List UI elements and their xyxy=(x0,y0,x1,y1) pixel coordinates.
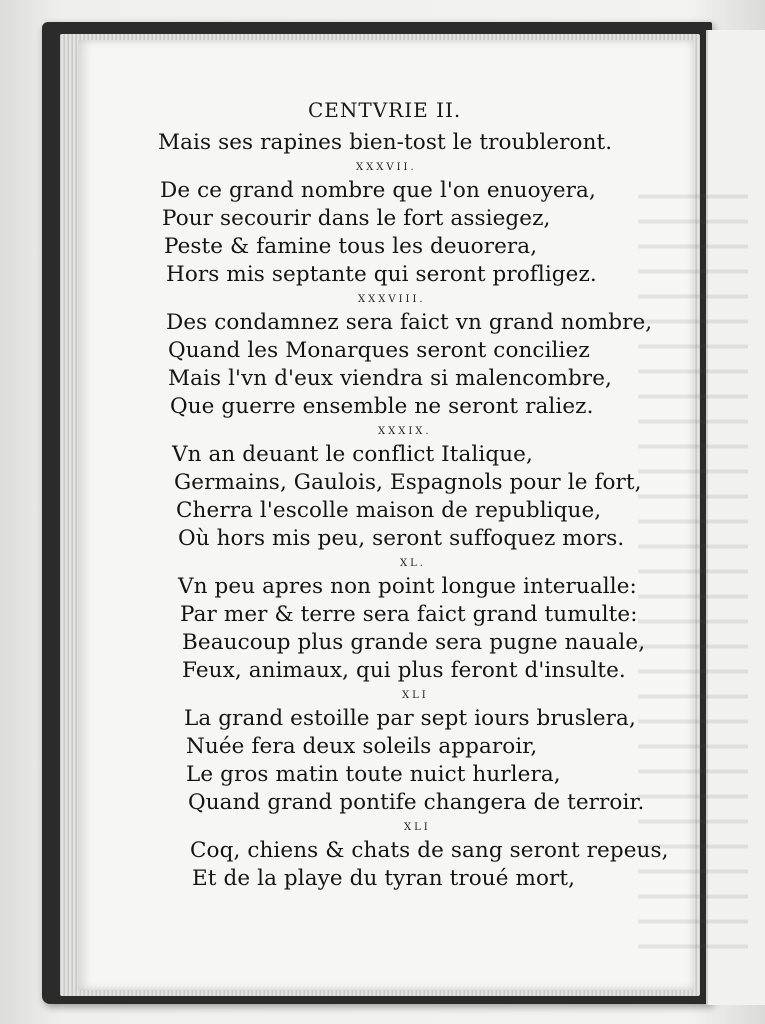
quatrain-number: XXXVIII. xyxy=(358,294,426,305)
verse-line: Le gros matin toute nuict hurlera, xyxy=(186,762,561,787)
quatrain-number: XLI xyxy=(404,822,431,833)
verse-line: Où hors mis peu, seront suffoquez mors. xyxy=(178,526,625,551)
verse-line: Mais ses rapines bien-tost le troubleront. xyxy=(158,130,613,155)
verse-line: Que guerre ensemble ne seront raliez. xyxy=(170,394,594,419)
verse-line: Et de la playe du tyran troué mort, xyxy=(192,866,576,891)
verse-line: Quand les Monarques seront conciliez xyxy=(168,338,590,363)
verse-line: Feux, animaux, qui plus feront d'insulte. xyxy=(182,658,626,683)
quatrain-number: XLI xyxy=(402,690,429,701)
verse-line: Pour secourir dans le fort assiegez, xyxy=(162,206,551,231)
quatrain-number: XXXVII. xyxy=(356,162,417,173)
running-header: CENTVRIE II. xyxy=(308,98,462,122)
verse-line: Peste & famine tous les deuorera, xyxy=(164,234,538,259)
verse-line: Coq, chiens & chats de sang seront repeus, xyxy=(190,838,669,863)
verse-line: La grand estoille par sept iours bruslera, xyxy=(184,706,636,731)
quatrain-number: XL. xyxy=(400,558,426,569)
verse-line: Mais l'vn d'eux viendra si malencombre, xyxy=(168,366,612,391)
verse-line: Quand grand pontife changera de terroir. xyxy=(188,790,645,815)
verse-line: Beaucoup plus grande sera pugne nauale, xyxy=(182,630,646,655)
quatrain-number: XXXIX. xyxy=(378,426,432,437)
verse-line: Germains, Gaulois, Espagnols pour le fort, xyxy=(174,470,642,495)
verse-line: De ce grand nombre que l'on enuoyera, xyxy=(160,178,596,203)
verse-line: Vn peu apres non point longue interualle: xyxy=(178,574,637,599)
verse-line: Vn an deuant le conflict Italique, xyxy=(172,442,533,467)
verse-line: Cherra l'escolle maison de republique, xyxy=(176,498,602,523)
verse-line: Des condamnez sera faict vn grand nombre, xyxy=(166,310,653,335)
verse-line: Hors mis septante qui seront profligez. xyxy=(166,262,597,287)
verse-line: Nuée fera deux soleils apparoir, xyxy=(186,734,538,759)
verse-line: Par mer & terre sera faict grand tumulte: xyxy=(180,602,638,627)
